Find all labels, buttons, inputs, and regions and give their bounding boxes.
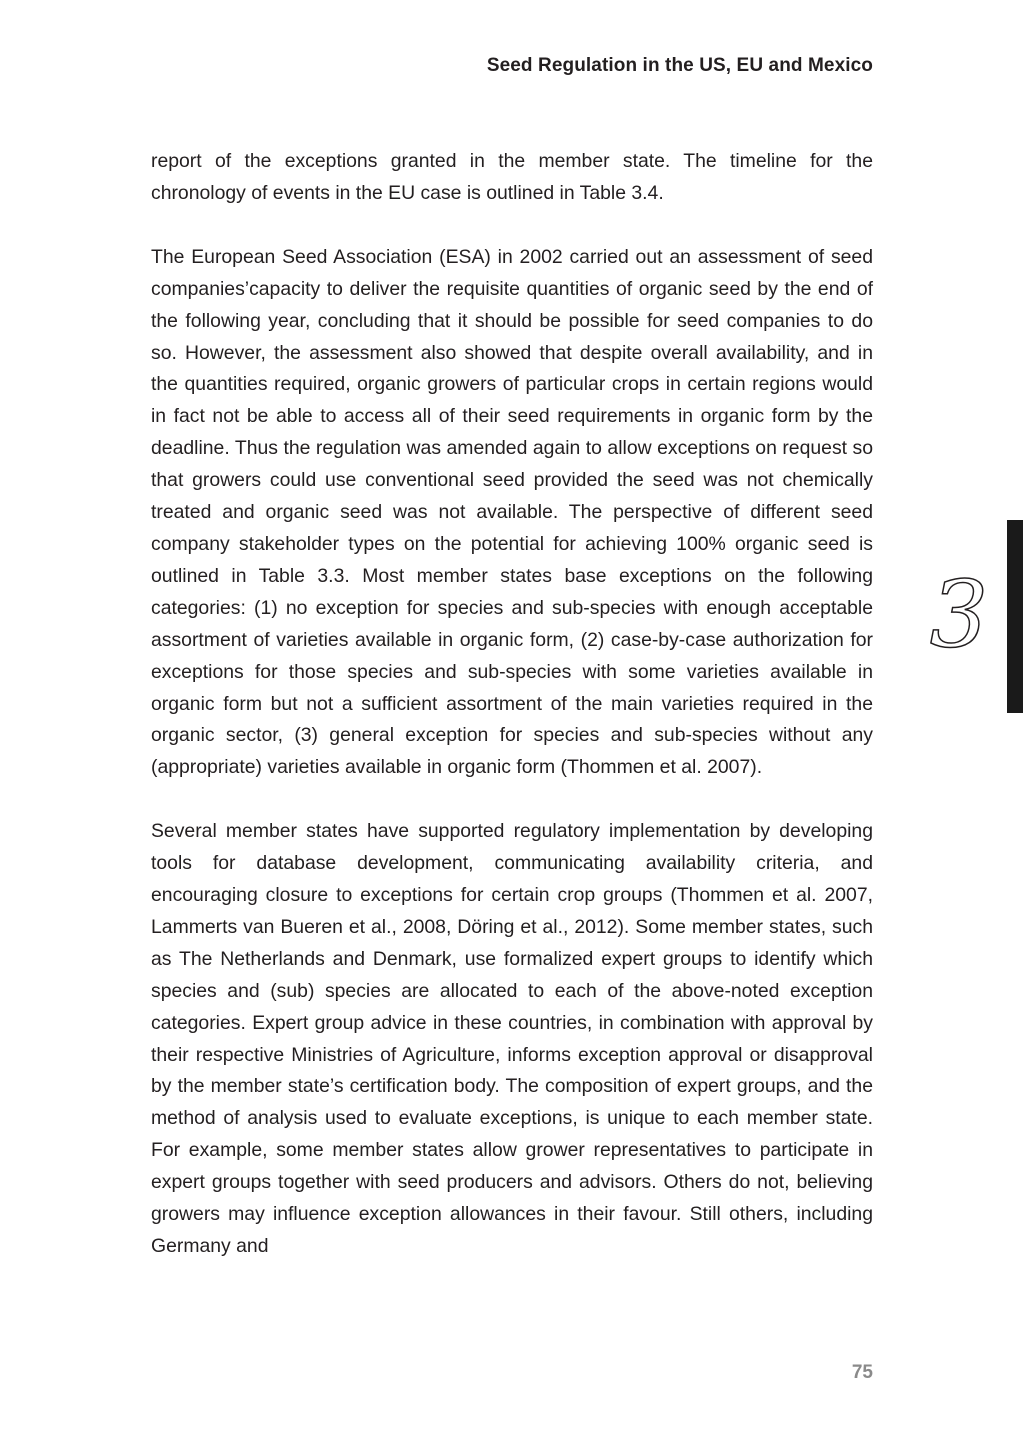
paragraph-1: report of the exceptions granted in the member state. The timeline for the chronology of events in the EU case is outlined in Table 3.4.: [151, 150, 873, 204]
body-text: [151, 146, 873, 1295]
chapter-number-label: 3: [929, 561, 989, 668]
paragraph-3: Several member states have supported regulatory implementation by developing tools for database development, communicating availability criteria, and encouraging closure to exceptions for certain crop groups (Thommen et al. 2007, Lammerts van Bueren et al., 2008, Döring et al., 2012). Some member states, such as The Netherlands and Denmark, use formalized expert groups to identify which species and (sub) species are allocated to each of the above-noted exception categories. Expert group advice in these countries, in combination with approval by their respective Ministries of Agriculture, informs exception approval or disapproval by the member state’s certification body. The composition of expert groups, and the method of analysis used to evaluate exceptions, is unique to each member state. For example, some member states allow grower representatives to participate in expert groups together with seed producers and advisors. Others do not, believing growers may influence exception allowances in their favour. Still others, including Germany and: [151, 820, 873, 1257]
page-number: 75: [851, 1362, 873, 1383]
chapter-tab: [1007, 520, 1023, 713]
paragraph-2: The European Seed Association (ESA) in 2002 carried out an assessment of seed companies’capacity to deliver the requisite quantities of organic seed by the end of the following year, concluding that it should be possible for seed companies to do so. However, the assessment also showed that despite overall availability, and in the quantities required, organic growers of particular crops in certain regions would in fact not be able to access all of their seed requirements in organic form by the deadline. Thus the regulation was amended again to allow exceptions on request so that growers could use conventional seed provided the seed was not chemically treated and organic seed was not available. The perspective of different seed company stakeholder types on the potential for achieving 100% organic seed is outlined in Table 3.3. Most member states base exceptions on the following categories: (1) no exception for species and sub-species with enough acceptable assortment of varieties available in organic form, (2) case-by-case authorization for exceptions for those species and sub-species with some varieties available in organic form but not a sufficient assortment of the main varieties required in the organic sector, (3) general exception for species and sub-species without any (appropriate) varieties available in organic form (Thommen et al. 2007).: [151, 245, 873, 779]
running-header: Seed Regulation in the US, EU and Mexico: [486, 55, 873, 76]
chapter-number: [914, 560, 1004, 670]
